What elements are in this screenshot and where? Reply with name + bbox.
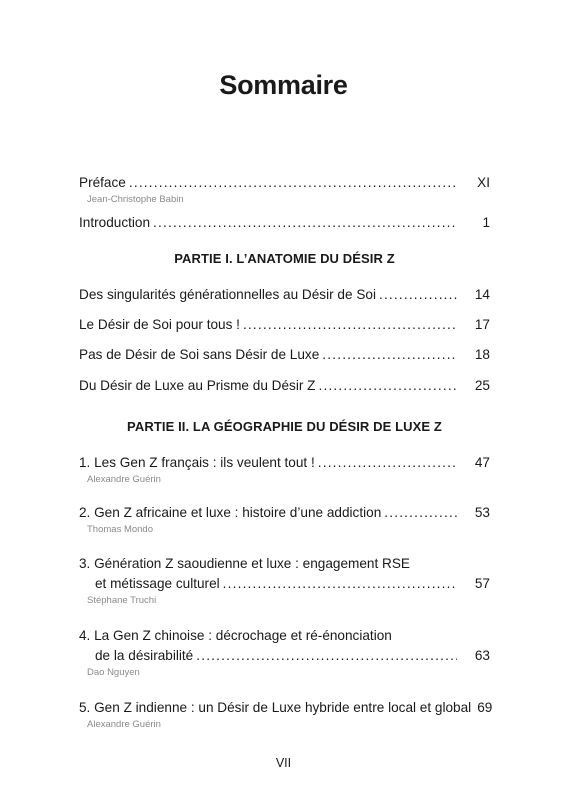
toc-page: 63 [474, 648, 490, 663]
toc-entry[interactable] [79, 626, 490, 679]
toc-label: 1. Les Gen Z français : ils veulent tout ! [79, 455, 315, 470]
toc-entry[interactable] [79, 554, 490, 607]
toc-label-line1: 4. La Gen Z chinoise : décrochage et ré-énonciation [79, 628, 392, 643]
toc-label: Du Désir de Luxe au Prisme du Désir Z [79, 378, 316, 393]
toc-label: Introduction [79, 215, 151, 230]
leader-dots [384, 503, 457, 523]
toc-author: Thomas Mondo [87, 524, 154, 535]
toc-page: 18 [474, 347, 490, 362]
leader-dots [318, 376, 457, 396]
toc-entry[interactable] [79, 453, 490, 486]
leader-dots [153, 213, 457, 233]
toc-entry-preface[interactable] [79, 173, 490, 206]
toc-author: Jean-Christophe Babin [87, 194, 184, 205]
toc-label: 2. Gen Z africaine et luxe : histoire d’une addiction [79, 505, 382, 520]
toc-entry[interactable] [79, 503, 490, 536]
leader-dots [223, 574, 457, 594]
toc-author: Alexandre Guérin [87, 474, 161, 485]
toc-entry[interactable] [79, 315, 490, 335]
toc-entry[interactable] [79, 698, 493, 731]
toc-page: 17 [474, 317, 490, 332]
toc-entry-introduction[interactable] [79, 213, 490, 233]
leader-dots [318, 453, 457, 473]
leader-dots [322, 345, 457, 365]
leader-dots [379, 285, 457, 305]
toc-label: 5. Gen Z indienne : un Désir de Luxe hybride entre local et global [79, 700, 472, 715]
toc-entry[interactable] [79, 285, 490, 305]
toc-label: et métissage culturel [95, 576, 220, 591]
toc-author: Alexandre Guérin [87, 719, 161, 730]
toc-label: Pas de Désir de Soi sans Désir de Luxe [79, 347, 320, 362]
part-heading-1: PARTIE I. L’ANATOMIE DU DÉSIR Z [174, 251, 395, 266]
page-title: Sommaire [219, 70, 348, 100]
toc-page: 47 [474, 455, 490, 470]
toc-author: Stéphane Truchi [87, 595, 157, 606]
toc-label: Des singularités générationnelles au Désir de Soi [79, 287, 376, 302]
toc-page: 53 [474, 505, 490, 520]
leader-dots [129, 173, 457, 193]
toc-page: 14 [474, 287, 490, 302]
toc-author: Dao Nguyen [87, 667, 140, 678]
leader-dots [196, 646, 457, 666]
toc-label: de la désirabilité [95, 648, 194, 663]
toc-label: Préface [79, 175, 126, 190]
toc-page: XI [477, 175, 490, 190]
toc-page: 57 [474, 576, 490, 591]
leader-dots [243, 315, 457, 335]
toc-entry[interactable] [79, 376, 490, 396]
toc-page: 1 [482, 215, 490, 230]
toc-page: 25 [474, 378, 490, 393]
toc-page: 69 [477, 700, 493, 715]
toc-label-line1: 3. Génération Z saoudienne et luxe : engagement RSE [79, 556, 410, 571]
page-number: VII [275, 756, 292, 770]
toc-entry[interactable] [79, 345, 490, 365]
toc-label: Le Désir de Soi pour tous ! [79, 317, 240, 332]
part-heading-2: PARTIE II. LA GÉOGRAPHIE DU DÉSIR DE LUXE Z [127, 419, 442, 434]
